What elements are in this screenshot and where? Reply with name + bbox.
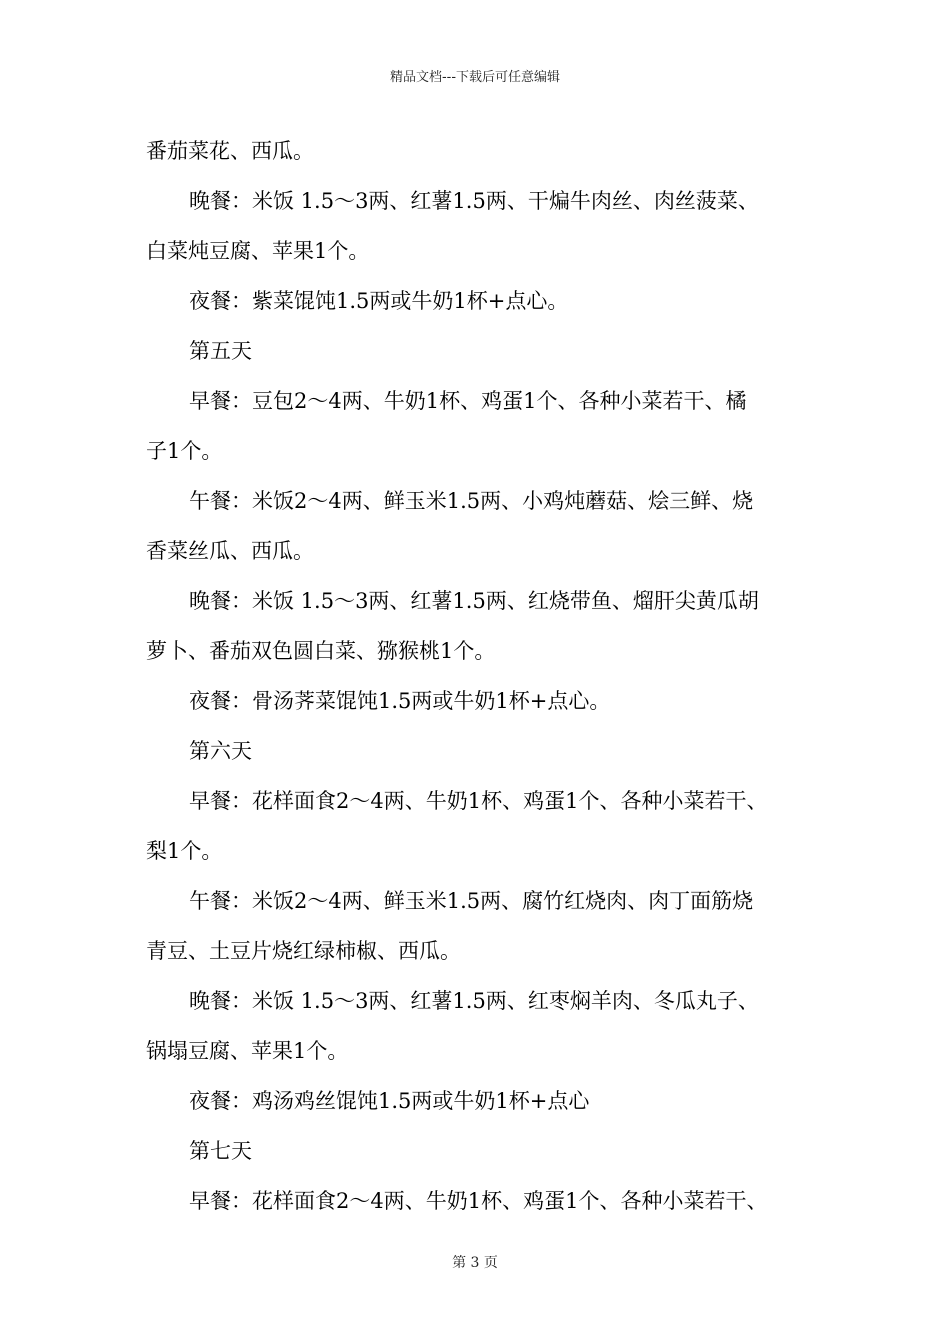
text-line: 早餐：花样面食2～4两、牛奶1杯、鸡蛋1个、各种小菜若干、 xyxy=(189,1189,768,1213)
text-line: 第五天 xyxy=(189,339,252,363)
page-header: 精品文档---下载后可任意编辑 xyxy=(389,70,561,85)
text-line: 青豆、土豆片烧红绿柿椒、西瓜。 xyxy=(146,939,461,963)
text-line: 午餐：米饭2～4两、鲜玉米1.5两、小鸡炖蘑菇、烩三鲜、烧 xyxy=(189,489,754,513)
text-line: 萝卜、番茄双色圆白菜、猕猴桃1个。 xyxy=(146,639,496,663)
text-line: 午餐：米饭2～4两、鲜玉米1.5两、腐竹红烧肉、肉丁面筋烧 xyxy=(189,889,754,913)
text-line: 白菜炖豆腐、苹果1个。 xyxy=(146,239,370,263)
text-line: 第七天 xyxy=(189,1139,252,1163)
text-line: 夜餐：鸡汤鸡丝馄饨1.5两或牛奶1杯+点心 xyxy=(189,1089,590,1113)
text-line: 夜餐：紫菜馄饨1.5两或牛奶1杯+点心。 xyxy=(189,289,569,313)
text-line: 晚餐：米饭 1.5～3两、红薯1.5两、红枣焖羊肉、冬瓜丸子、 xyxy=(189,989,759,1013)
text-line: 早餐：豆包2～4两、牛奶1杯、鸡蛋1个、各种小菜若干、橘 xyxy=(189,389,747,413)
text-line: 晚餐：米饭 1.5～3两、红薯1.5两、红烧带鱼、熘肝尖黄瓜胡 xyxy=(189,589,759,613)
text-line: 子1个。 xyxy=(146,439,223,463)
text-line: 夜餐：骨汤荠菜馄饨1.5两或牛奶1杯+点心。 xyxy=(189,689,611,713)
text-line: 早餐：花样面食2～4两、牛奶1杯、鸡蛋1个、各种小菜若干、 xyxy=(189,789,768,813)
text-line: 梨1个。 xyxy=(146,839,223,863)
text-line: 番茄菜花、西瓜。 xyxy=(146,139,314,163)
text-line: 晚餐：米饭 1.5～3两、红薯1.5两、干煸牛肉丝、肉丝菠菜、 xyxy=(189,189,759,213)
page-number: 第 3 页 xyxy=(452,1255,498,1271)
text-line: 香菜丝瓜、西瓜。 xyxy=(146,539,314,563)
text-line: 第六天 xyxy=(189,739,252,763)
text-line: 锅塌豆腐、苹果1个。 xyxy=(146,1039,349,1063)
